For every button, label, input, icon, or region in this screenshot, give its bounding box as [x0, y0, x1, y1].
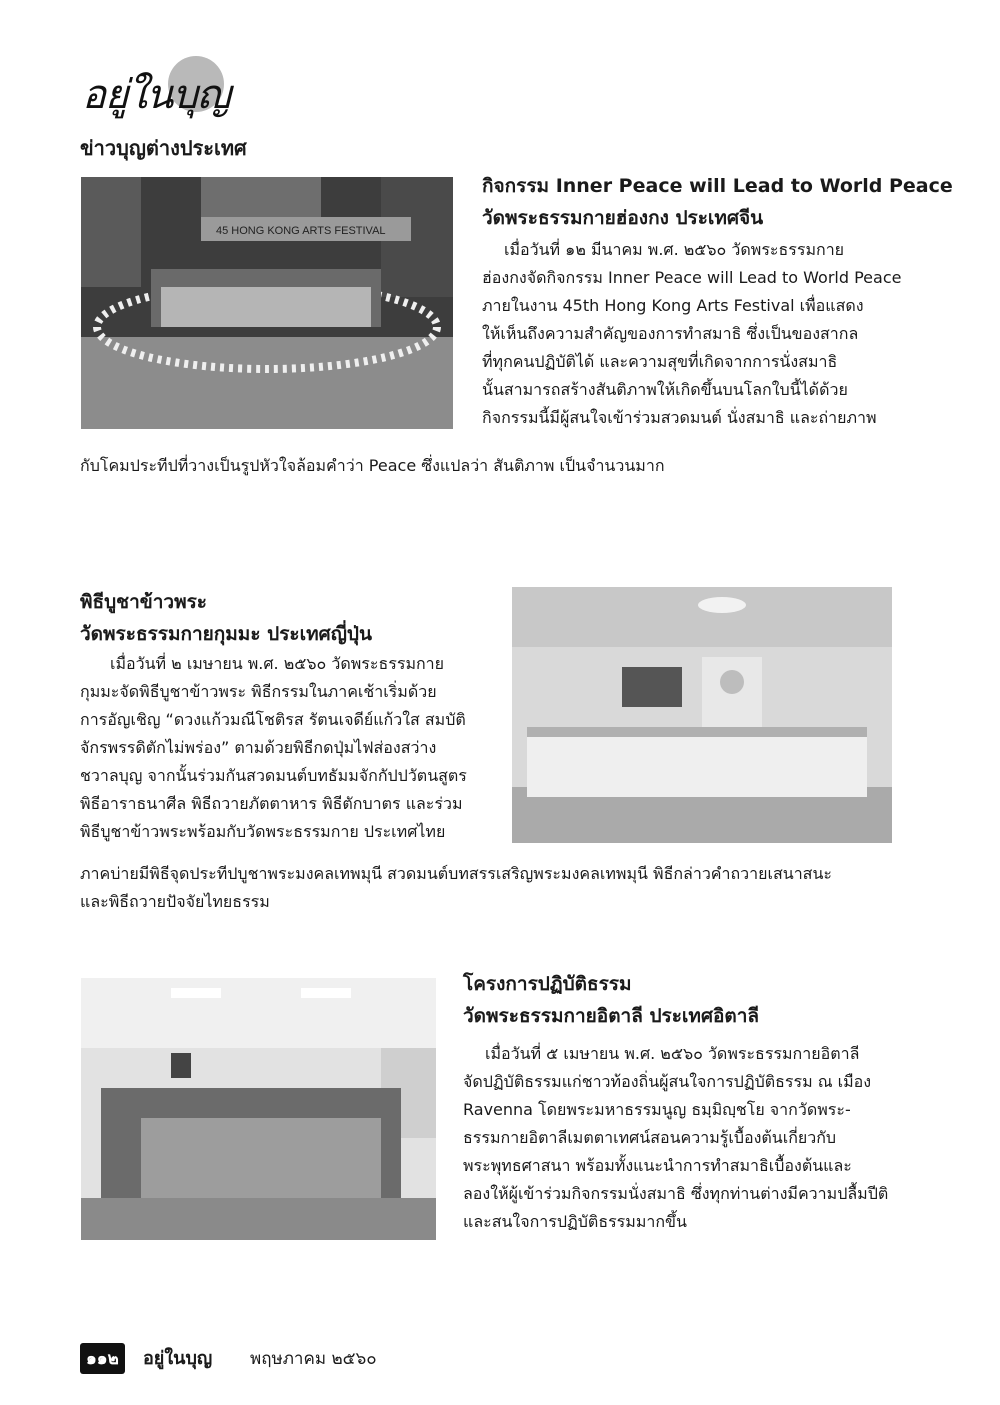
article-3-line: เมื่อวันที่ ๕ เมษายน พ.ศ. ๒๕๖๐ วัดพระธรรมกายอิตาลี: [485, 1044, 860, 1063]
article-3-line: จัดปฏิบัติธรรมแก่ชาวท้องถิ่นผู้สนใจการปฏิบัติธรรม ณ เมือง: [463, 1072, 872, 1091]
article-2-line: เมื่อวันที่ ๒ เมษายน พ.ศ. ๒๕๖๐ วัดพระธรรมกาย: [110, 654, 445, 673]
article-1-title: กิจกรรม Inner Peace will Lead to World Peace: [482, 175, 953, 197]
article-1-line: ที่ทุกคนปฏิบัติได้ และความสุขที่เกิดจากการนั่งสมาธิ: [482, 352, 838, 371]
magazine-logo: อยู่ในบุญ: [82, 72, 230, 118]
article-1-line: ให้เห็นถึงความสำคัญของการทำสมาธิ ซึ่งเป็นของสากล: [482, 324, 859, 343]
article-1-line: กิจกรรมนี้มีผู้สนใจเข้าร่วมสวดมนต์ นั่งสมาธิ และถ่ายภาพ: [482, 408, 877, 427]
article-3-line: และสนใจการปฏิบัติธรรมมากขึ้น: [463, 1212, 687, 1231]
article-3-title: โครงการปฏิบัติธรรม: [463, 973, 632, 995]
article-1-subtitle: วัดพระธรรมกายฮ่องกง ประเทศจีน: [482, 207, 764, 229]
article-1-line: นั้นสามารถสร้างสันติภาพให้เกิดขึ้นบนโลกใบนี้ได้ด้วย: [482, 380, 848, 399]
photo-japan-ceremony: [512, 587, 892, 843]
article-2-line: การอัญเชิญ “ดวงแก้วมณีโชติรส รัตนเจดีย์แก้วใส สมบัติ: [80, 710, 466, 729]
article-3-line: ธรรมกายอิตาลีเมตตาเทศน์สอนความรู้เบื้องต้นเกี่ยวกับ: [463, 1128, 837, 1147]
article-2-line: พิธีอาราธนาศีล พิธีถวายภัตตาหาร พิธีตักบาตร และร่วม: [80, 794, 463, 813]
article-2-line: ชวาลบุญ จากนั้นร่วมกันสวดมนต์บทธัมมจักกัปปวัตนสูตร: [80, 766, 467, 785]
article-2-line: พิธีบูชาข้าวพระพร้อมกับวัดพระธรรมกาย ประเทศไทย: [80, 822, 446, 841]
article-2-subtitle: วัดพระธรรมกายกุมมะ ประเทศญี่ปุ่น: [80, 623, 372, 645]
article-2-title: พิธีบูชาข้าวพระ: [80, 591, 208, 613]
footer-issue-date: พฤษภาคม ๒๕๖๐: [250, 1349, 377, 1369]
photo-banner-text: 45 HONG KONG ARTS FESTIVAL: [216, 225, 386, 237]
section-title: ข่าวบุญต่างประเทศ: [80, 136, 247, 160]
photo-hong-kong-event: [81, 177, 453, 429]
article-3-line: Ravenna โดยพระมหาธรรมนูญ ธมฺมิญฺชโย จากวัดพระ-: [463, 1100, 851, 1119]
article-2-line: จักรพรรดิตักไม่พร่อง” ตามด้วยพิธีกดปุ่มไฟส่องสว่าง: [80, 738, 437, 757]
article-1-line: กับโคมประทีปที่วางเป็นรูปหัวใจล้อมคำว่า Peace ซึ่งแปลว่า สันติภาพ เป็นจำนวนมาก: [80, 456, 665, 475]
article-2-line: ภาคบ่ายมีพิธีจุดประทีปบูชาพระมงคลเทพมุนี สวดมนต์บทสรรเสริญพระมงคลเทพมุนี พิธีกล่าวคำถวายเสนาสนะ: [80, 864, 832, 883]
article-2-line: และพิธีถวายปัจจัยไทยธรรม: [80, 892, 270, 911]
article-3-line: ลองให้ผู้เข้าร่วมกิจกรรมนั่งสมาธิ ซึ่งทุกท่านต่างมีความปลื้มปีติ: [463, 1184, 889, 1203]
footer-magazine-name: อยู่ในบุญ: [143, 1348, 213, 1369]
article-1-line: ฮ่องกงจัดกิจกรรม Inner Peace will Lead to World Peace: [482, 268, 902, 287]
photo-italy-group: [81, 978, 436, 1240]
article-3-line: พระพุทธศาสนา พร้อมทั้งแนะนำการทำสมาธิเบื้องต้นและ: [463, 1156, 852, 1175]
article-1-line: เมื่อวันที่ ๑๒ มีนาคม พ.ศ. ๒๕๖๐ วัดพระธรรมกาย: [504, 240, 845, 259]
page-number: ๑๑๒: [80, 1343, 125, 1374]
article-3-subtitle: วัดพระธรรมกายอิตาลี ประเทศอิตาลี: [463, 1005, 760, 1027]
article-1-line: ภายในงาน 45th Hong Kong Arts Festival เพื่อแสดง: [482, 296, 864, 315]
article-2-line: กุมมะจัดพิธีบูชาข้าวพระ พิธีกรรมในภาคเช้าเริ่มด้วย: [80, 682, 437, 701]
